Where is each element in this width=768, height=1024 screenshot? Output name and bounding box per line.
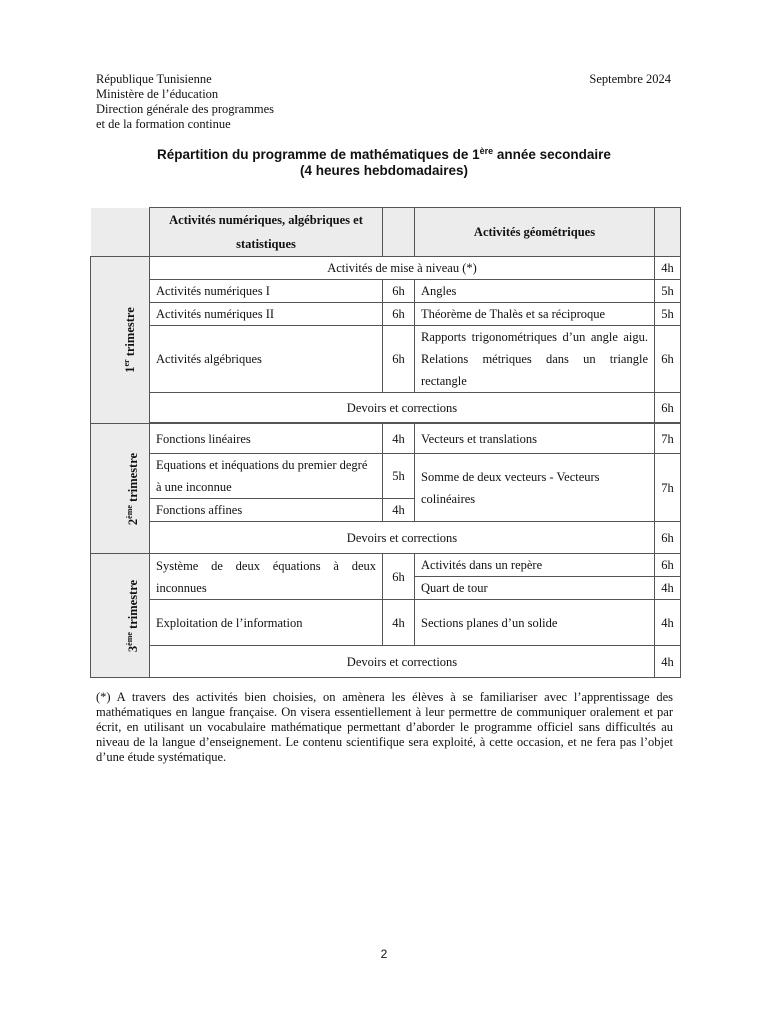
intro-activities: Activités de mise à niveau (*) <box>150 257 655 280</box>
trimester-1-label: 1er trimestre <box>91 257 150 424</box>
title-part-1: Répartition du programme de mathématiques de 1 <box>157 147 480 162</box>
cell-hours: 6h <box>383 303 415 326</box>
cell-right: Angles <box>415 280 655 303</box>
devoirs-corrections: Devoirs et corrections <box>150 646 655 678</box>
cell-hours: 7h <box>655 424 681 454</box>
issuer-line-direction-cont: et de la formation continue <box>96 117 231 131</box>
title-subtitle: (4 heures hebdomadaires) <box>299 163 469 178</box>
title-superscript: ère <box>479 146 494 156</box>
page-number: 2 <box>380 947 388 961</box>
title-part-2: année secondaire <box>493 147 611 162</box>
cell-left: Exploitation de l’information <box>150 600 383 646</box>
cell-hours: 6h <box>655 554 681 577</box>
cell-left: Système de deux équations à deux inconnues <box>150 554 383 600</box>
cell-hours: 4h <box>655 600 681 646</box>
header-empty-cell <box>91 208 150 257</box>
cell-left: Fonctions affines <box>150 499 383 522</box>
cell-hours: 4h <box>383 424 415 454</box>
issuer-line-country: République Tunisienne <box>96 72 212 86</box>
table-row <box>91 393 681 423</box>
document-date: Septembre 2024 <box>589 72 671 86</box>
header-hours-right <box>655 208 681 257</box>
issuer-block <box>96 72 274 132</box>
cell-hours: 6h <box>383 280 415 303</box>
cell-hours: 5h <box>383 454 415 499</box>
table-row <box>91 303 681 326</box>
intro-hours: 4h <box>655 257 681 280</box>
cell-hours: 4h <box>383 600 415 646</box>
cell-right: Rapports trigonométriques d’un angle aigu. Relations métriques dans un triangle rectangle <box>415 326 655 393</box>
table-header-row <box>91 208 681 257</box>
issuer-line-ministry: Ministère de l’éducation <box>96 87 219 101</box>
table-row <box>91 646 681 678</box>
table-row <box>91 454 681 499</box>
cell-left: Activités numériques I <box>150 280 383 303</box>
cell-right: Quart de tour <box>415 577 655 600</box>
footnote: (*) A travers des activités bien choisies, on amènera les élèves à se familiariser avec l’apprentissage des mathématiques en langue française. On visera essentiellement à leur permettre de communiquer oralement et par écrit, en utilisant un vocabulaire mathématique permettant d’aborder le programme officiel sans difficultés au niveau de la langue d’enseignement. Le contenu scientifique sera exploité, à cette occasion, et ne fera pas l’objet d’une étude systématique. <box>96 690 673 764</box>
cell-hours: 4h <box>655 646 681 678</box>
cell-right: Vecteurs et translations <box>415 424 655 454</box>
cell-right: Somme de deux vecteurs - Vecteurs colinéaires <box>415 454 655 522</box>
cell-hours: 4h <box>655 577 681 600</box>
document-title <box>96 147 672 179</box>
table-row <box>91 600 681 646</box>
cell-hours: 5h <box>655 280 681 303</box>
table-row <box>91 257 681 280</box>
cell-right: Sections planes d’un solide <box>415 600 655 646</box>
table-row <box>91 424 681 454</box>
table-row <box>91 280 681 303</box>
cell-left: Activités algébriques <box>150 326 383 393</box>
cell-left: Activités numériques II <box>150 303 383 326</box>
cell-hours: 6h <box>383 554 415 600</box>
devoirs-corrections: Devoirs et corrections <box>150 522 655 554</box>
cell-hours: 5h <box>655 303 681 326</box>
cell-right: Activités dans un repère <box>415 554 655 577</box>
header-right-column: Activités géométriques <box>415 208 655 257</box>
cell-hours: 7h <box>655 454 681 522</box>
cell-left: Equations et inéquations du premier degré à une inconnue <box>150 454 383 499</box>
program-table <box>90 207 681 678</box>
cell-hours: 6h <box>655 522 681 554</box>
cell-right: Théorème de Thalès et sa réciproque <box>415 303 655 326</box>
devoirs-corrections: Devoirs et corrections <box>150 393 655 423</box>
table-row <box>91 326 681 393</box>
cell-left: Fonctions linéaires <box>150 424 383 454</box>
trimester-3-label: 3ème trimestre <box>91 554 150 678</box>
cell-hours: 6h <box>383 326 415 393</box>
cell-hours: 6h <box>655 326 681 393</box>
table-row <box>91 554 681 577</box>
trimester-2-label: 2ème trimestre <box>91 424 150 554</box>
cell-hours: 4h <box>383 499 415 522</box>
cell-hours: 6h <box>655 393 681 423</box>
table-row <box>91 522 681 554</box>
header-left-column: Activités numériques, algébriques et statistiques <box>150 208 383 257</box>
issuer-line-direction: Direction générale des programmes <box>96 102 275 116</box>
header-hours-left <box>383 208 415 257</box>
